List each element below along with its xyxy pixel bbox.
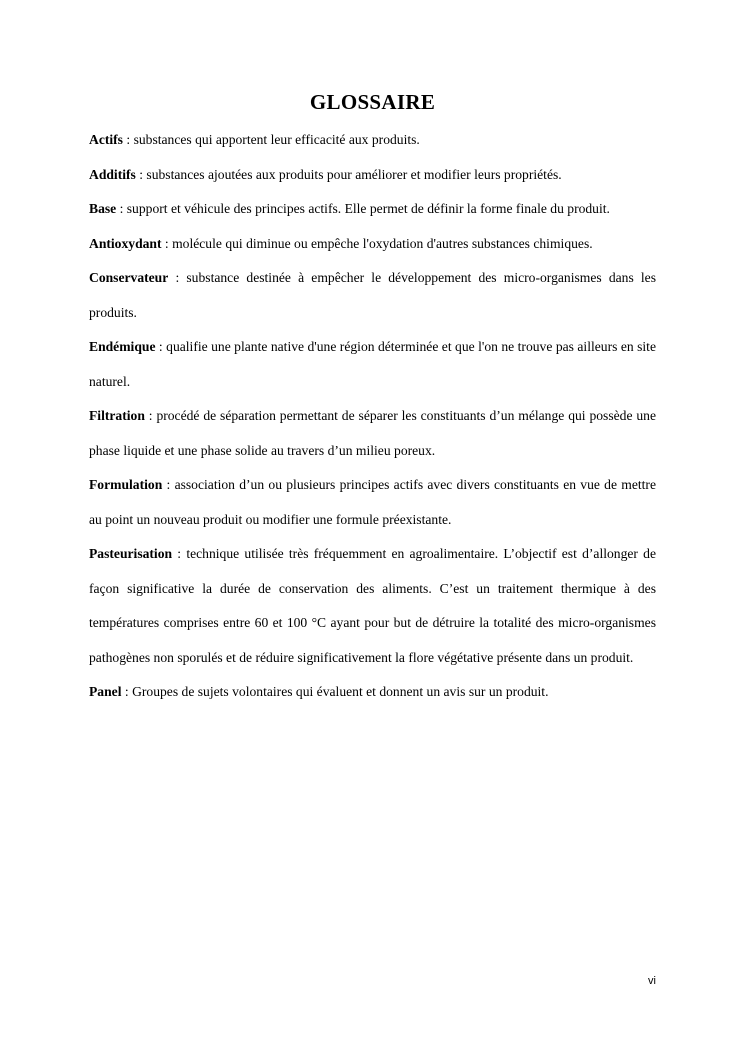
glossary-term: Conservateur xyxy=(89,270,169,285)
glossary-definition: procédé de séparation permettant de séparer les constituants d’un mélange qui possède une phase liquide et une phase solide au travers d’un milieu poreux. xyxy=(89,408,656,458)
glossary-entry xyxy=(89,537,656,675)
term-separator: : xyxy=(121,684,133,699)
glossary-definition: molécule qui diminue ou empêche l'oxydation d'autres substances chimiques. xyxy=(172,235,593,251)
term-separator: : xyxy=(162,477,175,492)
glossary-term: Formulation xyxy=(89,477,163,492)
glossary-definition: association d’un ou plusieurs principes actifs avec divers constituants en vue de mettre au point un nouveau produit ou modifier une formule préexistante. xyxy=(89,477,656,527)
glossary-entry xyxy=(89,468,656,537)
glossary-entry xyxy=(89,123,656,158)
page-title: GLOSSAIRE xyxy=(309,90,436,114)
glossary-entry xyxy=(89,192,656,227)
glossary-term: Pasteurisation xyxy=(89,546,173,561)
glossary-entry xyxy=(89,675,656,710)
glossary-entry xyxy=(89,158,656,193)
glossary-definition: support et véhicule des principes actifs. Elle permet de définir la forme finale du produit. xyxy=(126,201,610,216)
term-separator: : xyxy=(172,546,187,561)
glossary-term: Antioxydant xyxy=(89,235,162,251)
term-separator: : xyxy=(122,132,134,147)
glossary-term: Panel xyxy=(89,684,122,699)
term-separator: : xyxy=(155,339,167,354)
page-number: vi xyxy=(648,975,656,987)
glossary-definition: technique utilisée très fréquemment en agroalimentaire. L’objectif est d’allonger de façon significative la durée de conservation des aliments. C’est un traitement thermique à des températures comprises entre 60 et 100 °C ayant pour but de détruire la totalité des micro-organismes pathogènes non sporulés et de réduire significativement la flore végétative présente dans un produit. xyxy=(89,546,657,665)
glossary-page xyxy=(89,89,656,710)
glossary-definition: Groupes de sujets volontaires qui évaluent et donnent un avis sur un produit. xyxy=(132,684,549,699)
glossary-entry xyxy=(89,261,656,330)
glossary-entry xyxy=(89,399,656,468)
glossary-entry xyxy=(89,227,656,262)
glossary-definition: substances qui apportent leur efficacité aux produits. xyxy=(133,132,420,147)
glossary-term: Additifs xyxy=(89,166,136,182)
glossary-definition: qualifie une plante native d'une région déterminée et que l'on ne trouve pas ailleurs en site naturel. xyxy=(89,339,656,389)
term-separator: : xyxy=(168,270,187,285)
glossary-term: Actifs xyxy=(89,132,123,147)
glossary-term: Filtration xyxy=(89,408,145,423)
term-separator: : xyxy=(135,166,147,182)
glossary-definition: substances ajoutées aux produits pour améliorer et modifier leurs propriétés. xyxy=(146,166,562,182)
glossary-term: Endémique xyxy=(89,339,156,354)
term-separator: : xyxy=(161,235,173,251)
term-separator: : xyxy=(116,201,127,216)
glossary-entry xyxy=(89,330,656,399)
glossary-definition: substance destinée à empêcher le développement des micro-organismes dans les produits. xyxy=(89,270,656,320)
glossary-term: Base xyxy=(89,201,117,216)
term-separator: : xyxy=(144,408,157,423)
